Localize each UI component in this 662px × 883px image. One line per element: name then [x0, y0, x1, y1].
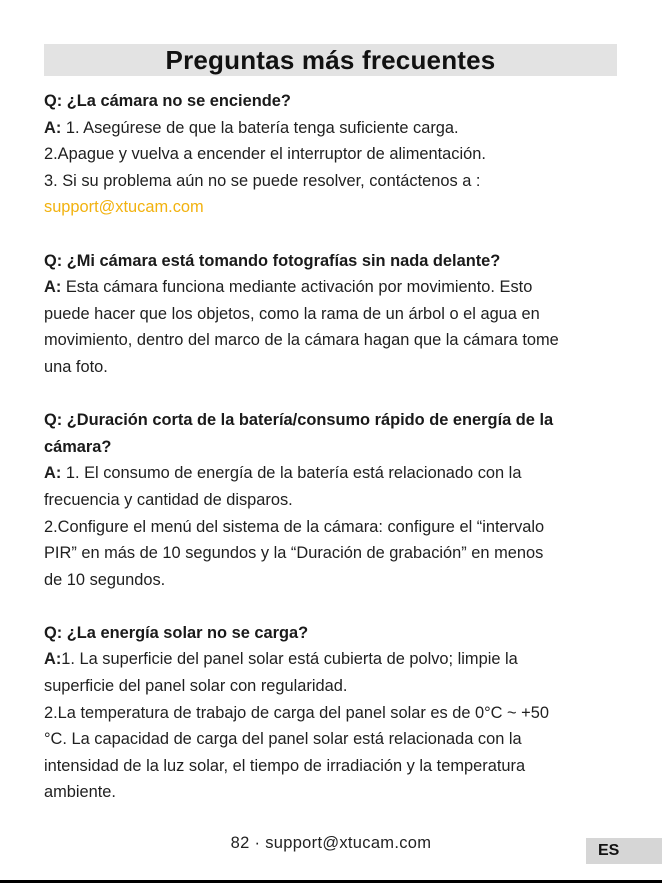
language-label: ES: [598, 842, 620, 859]
faq-question: Q: ¿Mi cámara está tomando fotografías sin nada delante?: [44, 251, 501, 270]
faq-answer-line: A: 1. El consumo de energía de la batería está relacionado con la: [44, 464, 522, 483]
faq-answer-line: 2.Configure el menú del sistema de la cámara: configure el “intervalo: [44, 517, 545, 536]
page-footer: 82 · support@xtucam.com: [230, 834, 432, 852]
language-tab: [586, 838, 662, 864]
faq-answer-line: una foto.: [44, 357, 108, 376]
faq-question: Q: ¿La energía solar no se carga?: [44, 623, 309, 642]
faq-answer-line: 2.La temperatura de trabajo de carga del panel solar es de 0°C ~ +50: [44, 703, 549, 722]
faq-answer-line: puede hacer que los objetos, como la rama de un árbol o el agua en: [44, 304, 540, 323]
faq-question: cámara?: [44, 437, 112, 456]
faq-answer-line: intensidad de la luz solar, el tiempo de irradiación y la temperatura: [44, 756, 526, 775]
faq-answer-line: A:1. La superficie del panel solar está cubierta de polvo; limpie la: [44, 650, 518, 669]
page-title: Preguntas más frecuentes: [165, 44, 496, 75]
faq-answer-line: superficie del panel solar con regularidad.: [44, 677, 348, 696]
faq-answer-line: movimiento, dentro del marco de la cámara hagan que la cámara tome: [44, 331, 559, 350]
faq-answer-line: A: Esta cámara funciona mediante activación por movimiento. Esto: [44, 278, 533, 297]
faq-answer-line: PIR” en más de 10 segundos y la “Duración de grabación” en menos: [44, 544, 544, 563]
answer-label: A:: [44, 118, 62, 137]
faq-answer-line: °C. La capacidad de carga del panel solar está relacionada con la: [44, 730, 522, 749]
answer-label: A:: [44, 464, 62, 483]
answer-label: A:: [44, 650, 62, 669]
page-title-bar: [44, 44, 617, 76]
faq-question: Q: ¿La cámara no se enciende?: [44, 92, 291, 110]
faq-answer-line: frecuencia y cantidad de disparos.: [44, 490, 293, 509]
faq-answer-line: ambiente.: [44, 783, 116, 802]
faq-answer-line: 3. Si su problema aún no se puede resolver, contáctenos a :: [44, 171, 481, 190]
faq-answer-line: 2.Apague y vuelva a encender el interruptor de alimentación.: [44, 145, 486, 164]
answer-label: A:: [44, 278, 62, 297]
faq-content: [44, 88, 619, 806]
support-email-link[interactable]: support@xtucam.com: [44, 198, 204, 217]
faq-question: Q: ¿Duración corta de la batería/consumo rápido de energía de la: [44, 411, 554, 430]
faq-answer-line: de 10 segundos.: [44, 570, 166, 589]
faq-answer-line: A: 1. Asegúrese de que la batería tenga suficiente carga.: [44, 118, 459, 137]
